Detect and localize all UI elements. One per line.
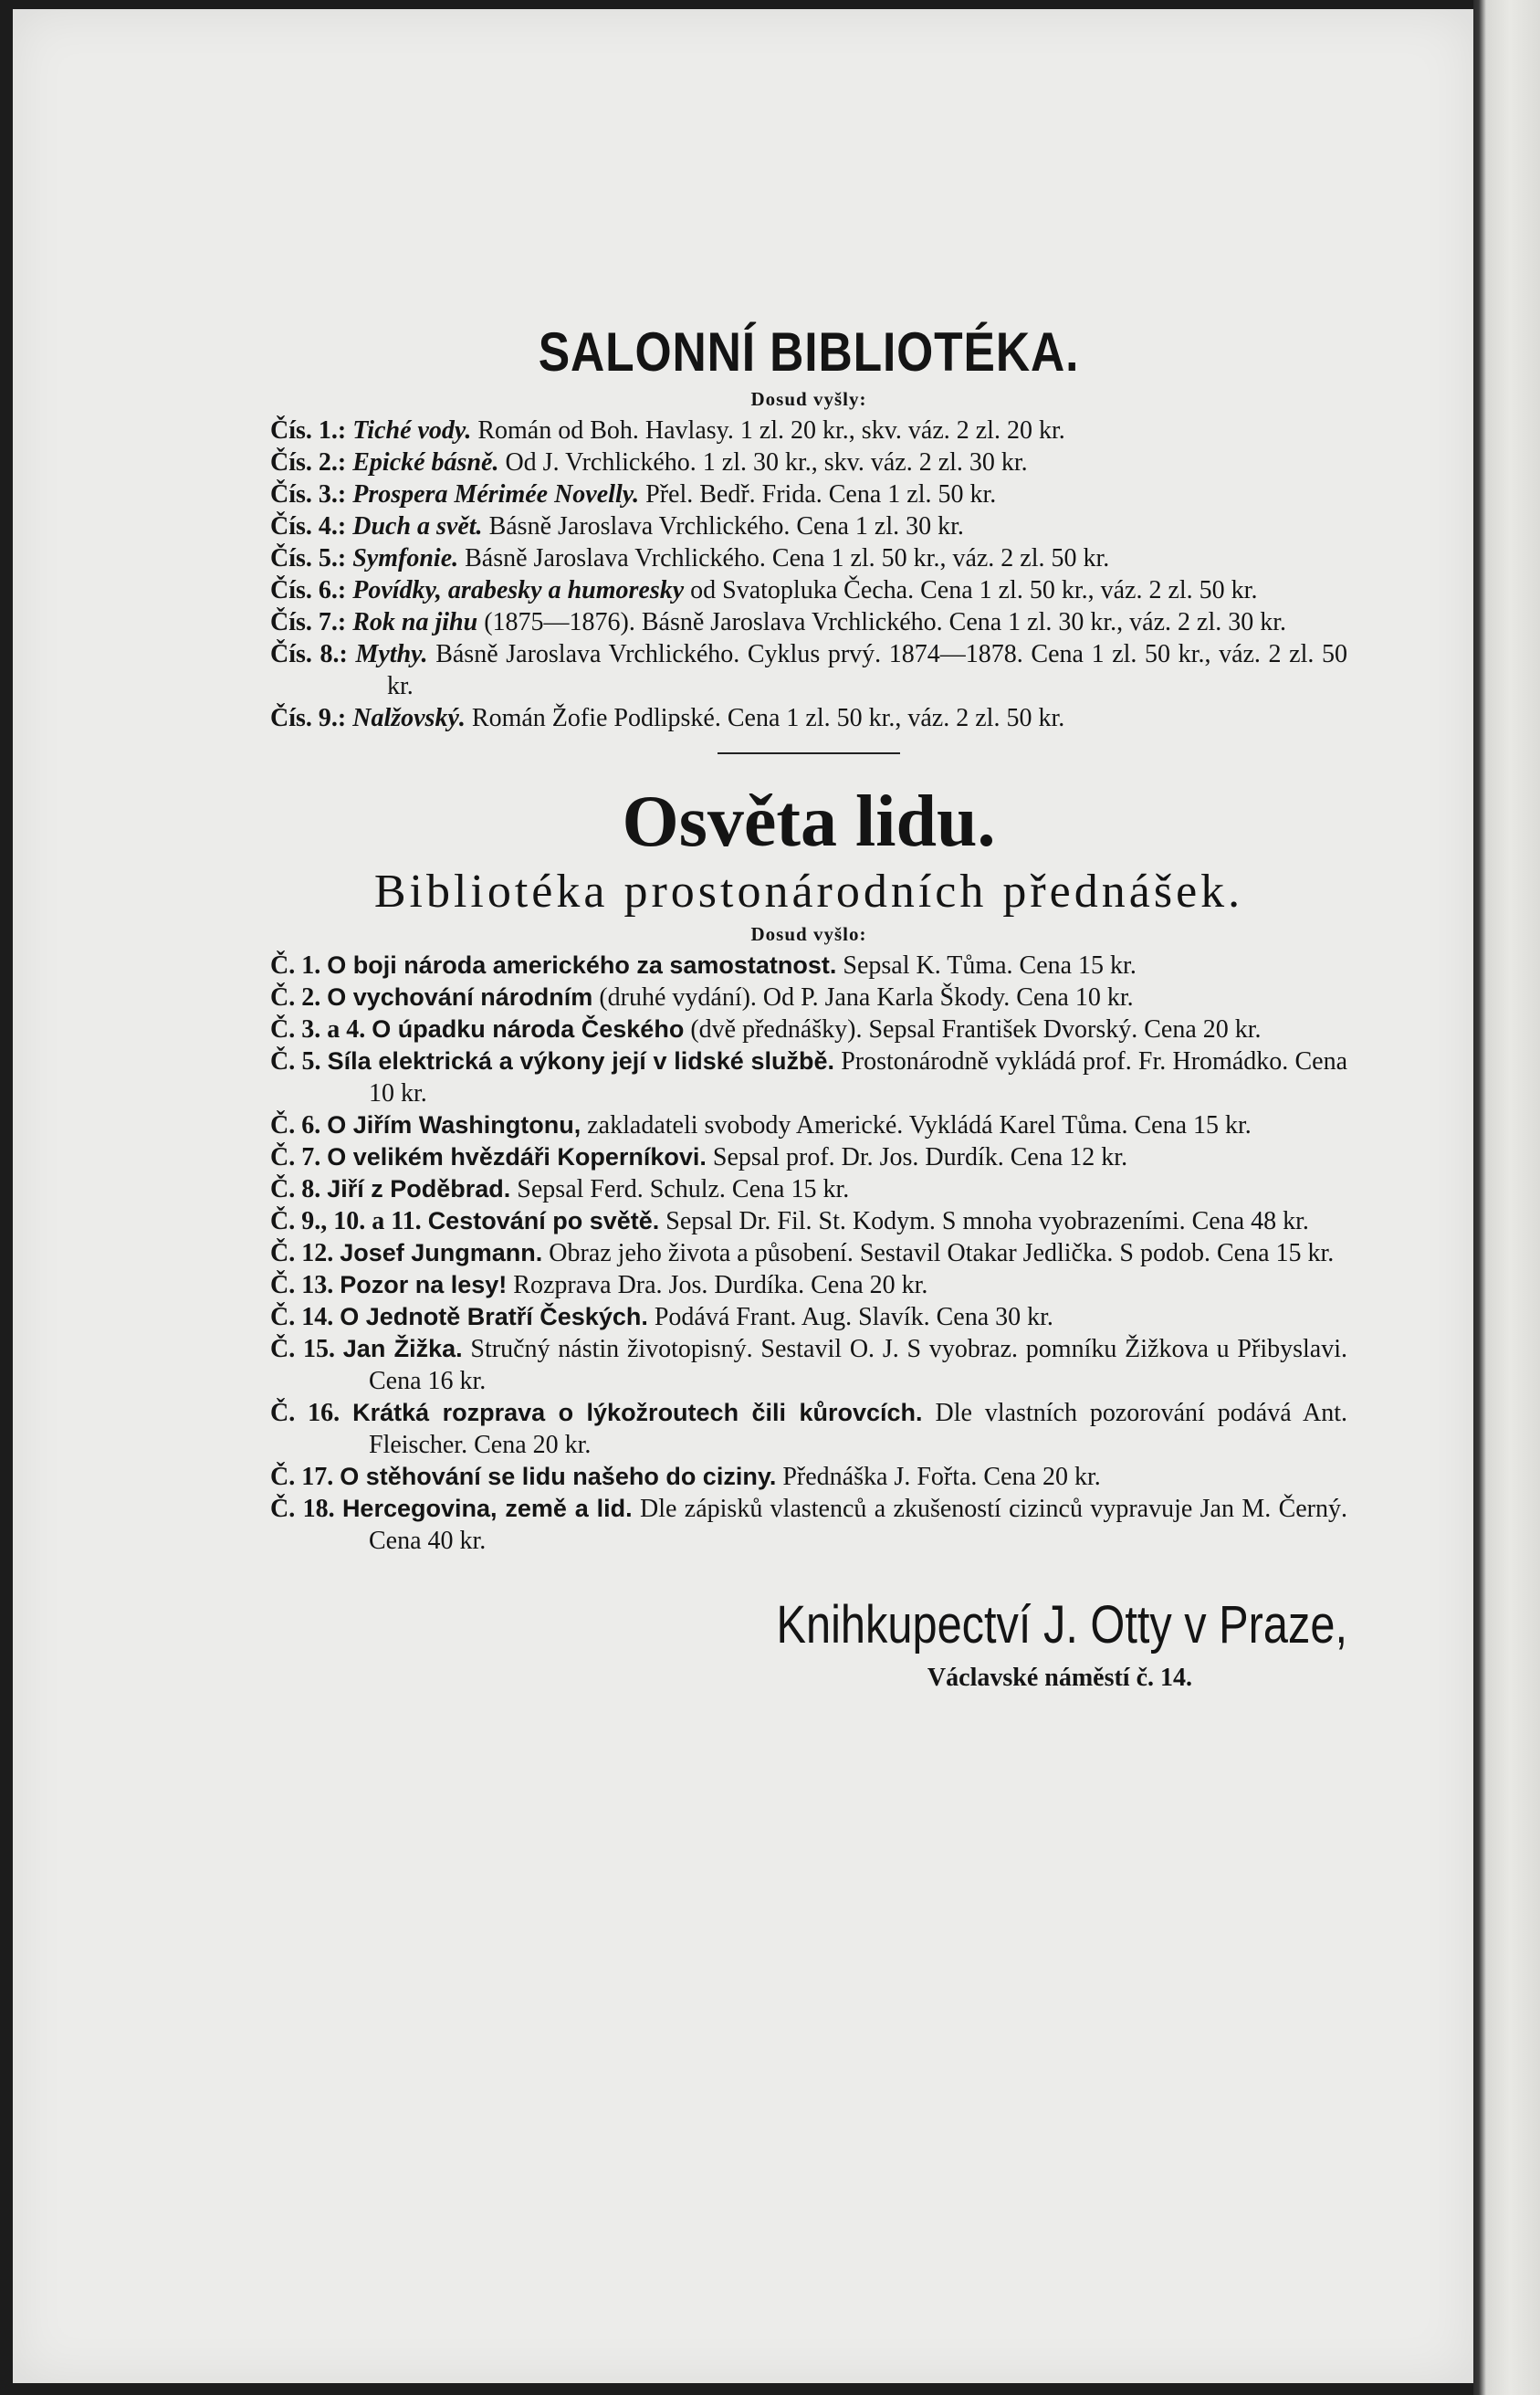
osveta-entry: Č. 12. Josef Jungmann. Obraz jeho života a působení. Sestavil Otakar Jedlička. S podob. Cena 15 kr. xyxy=(270,1239,1335,1267)
salon-entry: Čís. 6.: Povídky, arabesky a humoresky od Svatopluka Čecha. Cena 1 zl. 50 kr., váz. 2 zl. 50 kr. xyxy=(270,576,1258,604)
osveta-entry: Č. 1. O boji národa amerického za samostatnost. Sepsal K. Tůma. Cena 15 kr. xyxy=(270,951,1137,980)
osveta-subhead: Dosud vyšlo: xyxy=(750,923,867,945)
page xyxy=(13,9,1473,2383)
osveta-entry: Č. 13. Pozor na lesy! Rozprava Dra. Jos. Durdíka. Cena 20 kr. xyxy=(270,1271,928,1299)
salon-entry: Čís. 1.: Tiché vody. Román od Boh. Havlasy. 1 zl. 20 kr., skv. váz. 2 zl. 20 kr. xyxy=(270,416,1065,445)
section-divider xyxy=(718,752,900,754)
osveta-entry: Č. 3. a 4. O úpadku národa Českého (dvě přednášky). Sepsal František Dvorský. Cena 20 kr. xyxy=(270,1015,1262,1044)
salon-entry: Čís. 2.: Epické básně. Od J. Vrchlického. 1 zl. 30 kr., skv. váz. 2 zl. 30 kr. xyxy=(270,448,1028,477)
publisher-name: Knihkupectví J. Otty v Praze, xyxy=(776,1595,1347,1654)
salon-entry: Čís. 4.: Duch a svět. Básně Jaroslava Vrchlického. Cena 1 zl. 30 kr. xyxy=(270,512,964,541)
osveta-entry: Č. 15. Jan Žižka. Stručný nástin životopisný. Sestavil O. J. S vyobraz. pomníku Žižkova u Přibyslavi. Cena 16 kr. xyxy=(270,1335,1347,1395)
salon-subhead: Dosud vyšly: xyxy=(750,388,867,410)
salon-entry: Čís. 7.: Rok na jihu (1875—1876). Básně Jaroslava Vrchlického. Cena 1 zl. 30 kr., váz. 2 zl. 30 kr. xyxy=(270,608,1287,636)
salon-entry: Čís. 5.: Symfonie. Básně Jaroslava Vrchlického. Cena 1 zl. 50 kr., váz. 2 zl. 50 kr. xyxy=(270,544,1110,572)
osveta-entry: Č. 9., 10. a 11. Cestování po světě. Sepsal Dr. Fil. St. Kodym. S mnoha vyobrazeními. Cena 48 kr. xyxy=(270,1207,1309,1235)
osveta-entry: Č. 2. O vychování národním (druhé vydání). Od P. Jana Karla Škody. Cena 10 kr. xyxy=(270,983,1134,1012)
salon-entry: Čís. 9.: Nalžovský. Román Žofie Podlipské. Cena 1 zl. 50 kr., váz. 2 zl. 50 kr. xyxy=(270,704,1065,732)
osveta-entry: Č. 14. O Jednotě Bratří Českých. Podává Frant. Aug. Slavík. Cena 30 kr. xyxy=(270,1303,1053,1331)
salon-list xyxy=(270,415,1347,734)
osveta-subtitle: Bibliotéka prostonárodních přednášek. xyxy=(373,866,1244,918)
osveta-title: Osvěta lidu. xyxy=(622,782,996,862)
osveta-entry: Č. 6. O Jiřím Washingtonu, zakladateli svobody Americké. Vykládá Karel Tůma. Cena 15 kr. xyxy=(270,1111,1252,1140)
osveta-entry: Č. 17. O stěhování se lidu našeho do ciziny. Přednáška J. Fořta. Cena 20 kr. xyxy=(270,1463,1101,1491)
salon-entry: Čís. 3.: Prospera Mérimée Novelly. Přel. Bedř. Frida. Cena 1 zl. 50 kr. xyxy=(270,480,997,509)
salon-entry: Čís. 8.: Mythy. Básně Jaroslava Vrchlického. Cyklus prvý. 1874—1878. Cena 1 zl. 50 kr., váz. 2 zl. 50 kr. xyxy=(270,640,1347,700)
osveta-entry: Č. 16. Krátká rozprava o lýkožroutech čili kůrovcích. Dle vlastních pozorování podává Ant. Fleischer. Cena 20 kr. xyxy=(270,1399,1348,1459)
salon-title: SALONNÍ BIBLIOTÉKA. xyxy=(538,321,1080,383)
osveta-entry: Č. 18. Hercegovina, země a lid. Dle zápisků vlastenců a zkušeností cizinců vypravuje Jan M. Černý. Cena 40 kr. xyxy=(270,1495,1347,1555)
osveta-list xyxy=(270,950,1347,1557)
osveta-entry: Č. 8. Jiří z Poděbrad. Sepsal Ferd. Schulz. Cena 15 kr. xyxy=(270,1175,850,1203)
osveta-entry: Č. 5. Síla elektrická a výkony její v lidské službě. Prostonárodně vykládá prof. Fr. Hromádko. Cena 10 kr. xyxy=(270,1047,1347,1108)
content xyxy=(270,320,1347,1694)
scan-edge xyxy=(1473,0,1540,2395)
publisher-address: Václavské náměstí č. 14. xyxy=(927,1664,1192,1692)
osveta-entry: Č. 7. O velikém hvězdáři Koperníkovi. Sepsal prof. Dr. Jos. Durdík. Cena 12 kr. xyxy=(270,1143,1128,1171)
